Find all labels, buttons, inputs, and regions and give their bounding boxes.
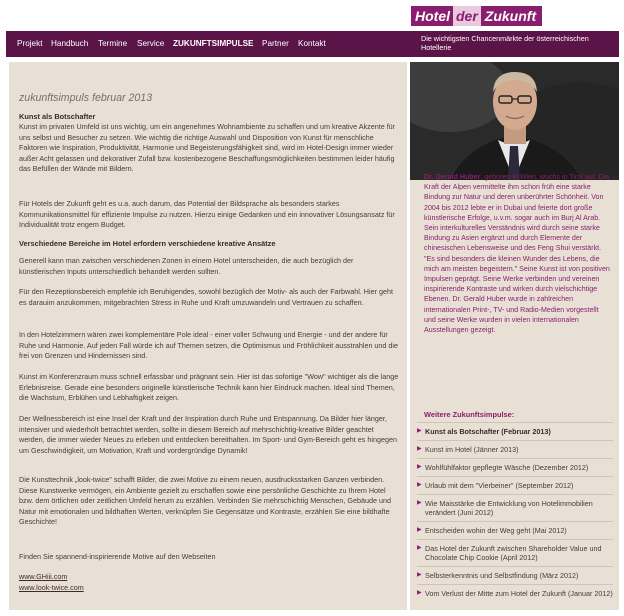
article-paragraph: Die Kunsttechnik „look-twice" schafft Bilder, die zwei Motive zu einem neuen, ausdrucksstarken Ganzen verbinden. Diese Kunstwerke vermögen, ein Ambiente gezielt zu erschaffen sowie eine persönliche Geschichte zu Ihrem Hotel bzw. dem örtlichen oder zeitlichen Umfeld herum zu erzählen. Verbinden Sie mehrschichtig Menschen, Gebäude und Natur mit emotionalen und bildhaften Werten, verknüpfen Sie Gegensätze und Kontraste, erzählen Sie eine bildhafte Geschichte! [19,475,391,526]
list-item-label: Kunst als Botschafter (Februar 2013) [425,427,551,436]
site-tagline: Die wichtigsten Chancenmärkte der österreichischen Hotellerie [421,34,589,52]
link-look-twice[interactable]: www.look-twice.com [19,583,84,592]
arrow-right-icon: ▶ [417,500,422,506]
article-title: Kunst als Botschafter [19,112,96,121]
more-impulses-list [417,422,613,602]
arrow-right-icon: ▶ [417,527,422,533]
list-item-label: Entscheiden wohin der Weg geht (Mai 2012) [425,526,567,535]
list-item-label: Kunst im Hotel (Jänner 2013) [425,445,519,454]
list-item[interactable] [417,440,613,458]
sidebar-panel [410,62,619,610]
main-nav [6,31,619,57]
arrow-right-icon: ▶ [417,572,422,578]
list-item[interactable] [417,476,613,494]
arrow-right-icon: ▶ [417,464,422,470]
list-item[interactable] [417,539,613,566]
list-item[interactable] [417,494,613,521]
list-item[interactable] [417,422,613,440]
author-portrait-illustration [410,62,619,180]
author-name: Dr. Gerald Huber [424,173,481,181]
arrow-right-icon: ▶ [417,428,422,434]
arrow-right-icon: ▶ [417,482,422,488]
author-bio-text: , geboren in Wien, wuchs in Tirol auf. Die Kraft der Alpen vermittelte ihm schon früh eine starke Bindung zur Natur und deren unberührter Schönheit. Von 2004 bis 2012 lebte er in Dubai und feierte dort große künstlerische Erfolge, u.v.m. sogar auch im Burj Al Arab. Sein interkulturelles Verständnis wird durch seine starke Bindung zu Asien ergänzt und durch Elemente der chinesischen Lebensweise und des Feng Shui verstärkt. "Es sind besonders die kleinen Wunder des Lebens, die mich am meisten begeistern." Seine Kunst ist von positiven Impulsen geprägt. Seine Werke verbinden und vereinen inspirierende Kontraste und wirken durch vielschichtige Ebenen. Dr. Gerald Huber wurde in zahlreichen internationalen Print-, TV- und Radio-Medien vorgestellt und seine Werke wurden in vielen internationalen Ausstellungen gezeigt. [424,173,610,335]
arrow-right-icon: ▶ [417,446,422,452]
article-paragraph: Für Hotels der Zukunft geht es u.a. auch darum, das Potential der Bildsprache als besonders starkes Kommunikationsmittel für effiziente Impulse zu nutzen. Hierzu einige Gedanken und ein innovativer Lösungsansatz für Individualität trotz engem Budget. [19,199,395,229]
nav-item-partner[interactable]: Partner [262,39,289,48]
article-paragraph: Für den Rezeptionsbereich empfehle ich Beruhigendes, sowohl bezüglich der Motiv- als auch der Farbwahl. Hier geht es darauim anzukommen, mitgebrachten Stress in Ruhe und Kraft umzuwandeln und Vertrauen zu schaffen. [19,287,393,307]
nav-item-zukunftsimpulse[interactable]: ZUKUNFTSIMPULSE [173,39,254,48]
nav-item-kontakt[interactable]: Kontakt [298,39,326,48]
logo-part-zukunft: Zukunft [481,6,542,26]
list-item-label: Wie Maisstärke die Entwicklung von Hotelimmobilien verändert (Juni 2012) [425,499,593,517]
article-paragraph: Kunst im privaten Umfeld ist uns wichtig, um ein angenehmes Wohnambiente zu schaffen und um kreative Akzente für uns selbst und Besucher zu setzen. Wie wichtig die richtige Auswahl und Disposition von Kunst für menschliche Faktoren wie Inspiration, Produktivität, Harmonie und Begeisterungsfähigkeit sind, wird im Hotel-Design immer wieder außer Acht gelassen und dekorativer Zufall bzw. kostenbezogene Beschaffungsmöglichkeiten bestimmen leider häufig das Befüllen der Wände mit Bildern. [19,122,396,173]
list-item-label: Das Hotel der Zukunft zwischen Shareholder Value und Chocolate Chip Cookie (April 2012) [425,544,602,562]
list-item-label: Urlaub mit dem "Vierbeiner" (September 2012) [425,481,574,490]
logo-part-hotel: Hotel [411,6,453,26]
author-bio [424,172,610,335]
more-impulses-heading: Weitere Zukunftsimpulse: [424,410,515,419]
article-paragraph: Kunst im Konferenzraum muss schnell erfassbar und prägnant sein. Hier ist das sofortige "Wow" wichtiger als die lange Erlebnisreise. Gerade eine besonders originelle künstlerische Technik kann hier Eindruck machen. Ideal sind Themen, die Wachstum, Erblühen und Lebhaftigkeit zeigen. [19,372,399,402]
list-item-label: Selbsterkenntnis und Selbstfindung (März 2012) [425,571,579,580]
list-item[interactable] [417,584,613,602]
nav-item-termine[interactable]: Termine [98,39,128,48]
article-paragraph: Der Wellnessbereich ist eine Insel der Kraft und der Inspiration durch Ruhe und Entspannung. Da Bilder hier länger, intensiver und wiederholt betrachtet werden, sollte in diesem Bereich auf mehrschichtig-kreative Bilder geachtet werden, die immer wieder Neues zu erleben und entdecken bereithalten. Im Sport- und Gym-Bereich geht es hingegen um Geschwindigkeit, um Motivation, Kraft und vordergründige Dynamik! [19,414,397,455]
article-subheading: Verschiedene Bereiche im Hotel erfordern verschiedene kreative Ansätze [19,239,276,248]
article-panel [9,62,407,610]
arrow-right-icon: ▶ [417,590,422,596]
nav-item-projekt[interactable]: Projekt [17,39,43,48]
article-paragraph: Finden Sie spannend-inspirierende Motive auf den Webseiten [19,552,216,561]
logo-part-der: der [453,6,481,26]
article-paragraph: In den Hotelzimmern wären zwei komplementäre Pole ideal - einer voller Schwung und Energie - und der andere für Ruhe und Harmonie. Auf jeden Fall würde ich auf Themen setzen, die Optimismus und Fröhlichkeit ausstrahlen und die frei von Grenzen und Hindernissen sind. [19,330,399,360]
list-item-label: Vom Verlust der Mitte zum Hotel der Zukunft (Januar 2012) [425,589,613,598]
link-ghiii[interactable]: www.GHiii.com [19,572,68,581]
arrow-right-icon: ▶ [417,545,422,551]
list-item-label: Wohlfühlfaktor gepflegte Wäsche (Dezember 2012) [425,463,589,472]
nav-item-service[interactable]: Service [137,39,165,48]
section-title: zukunftsimpuls februar 2013 [19,92,153,104]
nav-item-handbuch[interactable]: Handbuch [51,39,89,48]
article-paragraph: Generell kann man zwischen verschiedenen Zonen in einem Hotel unterscheiden, die auch bezüglich der künstlerischen Inputs unterschiedlich behandelt werden sollten. [19,256,354,276]
list-item[interactable] [417,458,613,476]
site-logo[interactable] [411,6,542,26]
list-item[interactable] [417,566,613,584]
author-photo [410,62,619,180]
list-item[interactable] [417,521,613,539]
